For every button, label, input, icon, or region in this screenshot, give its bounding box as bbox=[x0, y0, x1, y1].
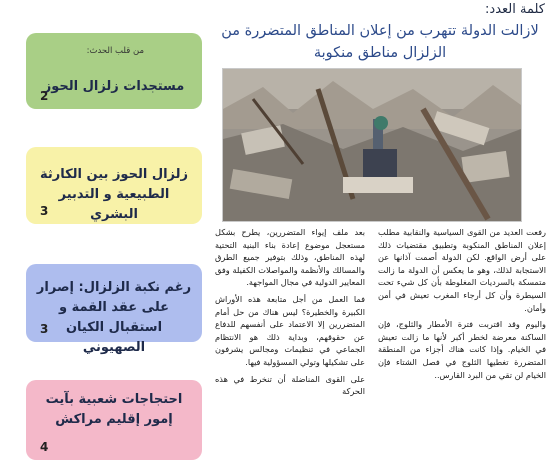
rubble-illustration bbox=[223, 69, 521, 221]
card-page-number: 3 bbox=[40, 204, 49, 218]
card-page-number: 4 bbox=[40, 440, 49, 454]
card-prelabel: من قلب الحدث: bbox=[86, 46, 144, 56]
article-paragraph: بعد ملف إيواء المتضررين، يطرح بشكل مستعجل موضوع إعادة بناء البنية التحتية لهذه المناطق، وذلك بتوفير جميع الطرق والمسالك والأنظمة والمواصلات الكفيلة وفق المعايير الدولية في مجال المواجهة. bbox=[215, 227, 365, 288]
article-paragraph: على القوى المناضلة أن تنخرط في هذه الحركة bbox=[215, 373, 365, 397]
card-page-number: 3 bbox=[40, 322, 49, 336]
card-title: رغم نكبة الزلزال: إصرار على عقد القمة و استقبال الكيان الصهيوني bbox=[36, 280, 192, 355]
article-paragraph: واليوم وقد اقتربت فترة الأمطار والثلوج، فإن الساكنة معرضة لخطر أكبر لأنها ما زالت تعيش في الخيام. وإذا كانت هناك أجزاء من المنطقة المتضررة تغطيها الثلوج في فصل الشتاء فإن الخيام لن تقي من البرد القارس.. bbox=[378, 319, 546, 380]
card-title: زلزال الحوز بين الكارثة الطبيعية و التدبير البشري bbox=[39, 167, 189, 222]
editorial-kicker: كلمة العدد: bbox=[485, 2, 545, 17]
article-column-right bbox=[378, 226, 546, 385]
article-paragraph: فما العمل من أجل متابعة هذه الأوراش الكبيرة والخطيرة؟ ليس هناك من حل أمام المتضررين إلا الاعتماد على أنفسهم للدفاع عن حقوقهم، وبداية ذلك هو الانتظام الجماعي في تنظيمات ومجالس يشرفون على تشكيلها وتولي المسؤولية فيها. bbox=[215, 293, 365, 367]
earthquake-rubble-photo bbox=[222, 68, 522, 222]
sidebar-card-protests[interactable] bbox=[26, 380, 202, 460]
sidebar-card-aftermath[interactable] bbox=[26, 33, 202, 109]
article-column-left bbox=[215, 226, 365, 402]
editorial-headline: لازالت الدولة تتهرب من إعلان المناطق المتضررة من الزلزال مناطق منكوبة bbox=[221, 23, 539, 61]
card-title: مستجدات زلزال الحوز bbox=[43, 79, 185, 94]
card-page-number: 2 bbox=[40, 89, 49, 103]
sidebar-card-summit[interactable] bbox=[26, 264, 202, 355]
sidebar-card-natural-disaster[interactable] bbox=[26, 147, 202, 224]
card-title: احتجاجات شعبية بآيت إمور إقليم مراكش bbox=[45, 392, 183, 427]
article-paragraph: رفعت العديد من القوى السياسية والنقابية مطلب إعلان المناطق المنكوبة وتطبيق مقتضيات ذلك على أرض الواقع. لكن الدولة أصمت آذانها عن الاستجابة لذلك، وهو ما يعكس أن الدولة ما زالت متمسكة بالسرديات المغلوطة بأن كل شيء تحت السيطرة وأن كل أرجاء المغرب تعيش في أمن وأمان. bbox=[378, 227, 546, 313]
